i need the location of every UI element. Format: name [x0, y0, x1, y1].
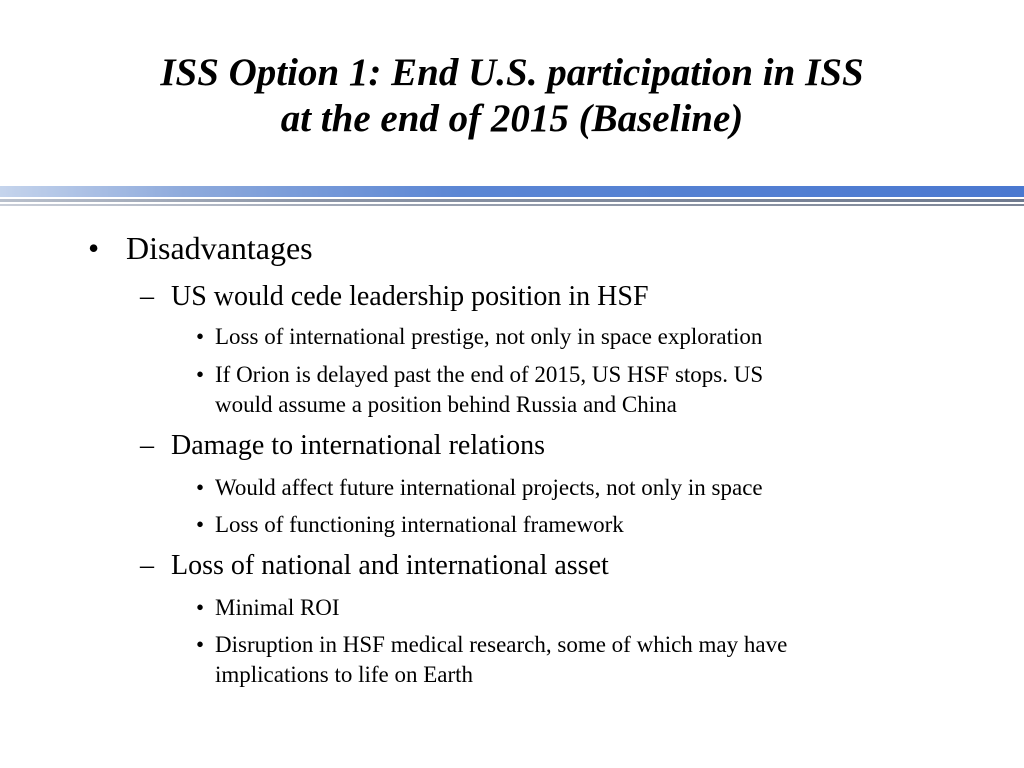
- bullet-marker: •: [196, 632, 205, 657]
- detail-orion-line-2: would assume a position behind Russia and China: [215, 392, 677, 417]
- detail-prestige: Loss of international prestige, not only in space exploration: [215, 324, 763, 349]
- detail-future-projects: Would affect future international projects, not only in space: [215, 475, 763, 500]
- bullet-marker: •: [196, 475, 205, 500]
- detail-medical-line-2: implications to life on Earth: [215, 662, 474, 687]
- detail-medical-line-1: Disruption in HSF medical research, some of which may have: [215, 632, 788, 657]
- title-line-2: at the end of 2015 (Baseline): [280, 97, 744, 140]
- sub-bullet-relations: Damage to international relations: [171, 430, 545, 461]
- title-line-1: ISS Option 1: End U.S. participation in ISS: [160, 51, 864, 94]
- bullet-marker: •: [196, 595, 205, 620]
- detail-roi: Minimal ROI: [215, 595, 340, 620]
- bullet-heading-disadvantages: Disadvantages: [126, 230, 313, 266]
- dash-marker: –: [140, 430, 154, 461]
- bullet-marker: •: [196, 324, 205, 349]
- dash-marker: –: [140, 281, 154, 312]
- bullet-marker: •: [196, 512, 205, 537]
- detail-orion-line-1: If Orion is delayed past the end of 2015, US HSF stops. US: [215, 362, 764, 387]
- sub-bullet-leadership: US would cede leadership position in HSF: [171, 281, 649, 312]
- bullet-marker: •: [88, 230, 100, 266]
- detail-framework: Loss of functioning international framework: [215, 512, 624, 537]
- dash-marker: –: [140, 550, 154, 581]
- bullet-marker: •: [196, 362, 205, 387]
- sub-bullet-asset: Loss of national and international asset: [171, 550, 609, 581]
